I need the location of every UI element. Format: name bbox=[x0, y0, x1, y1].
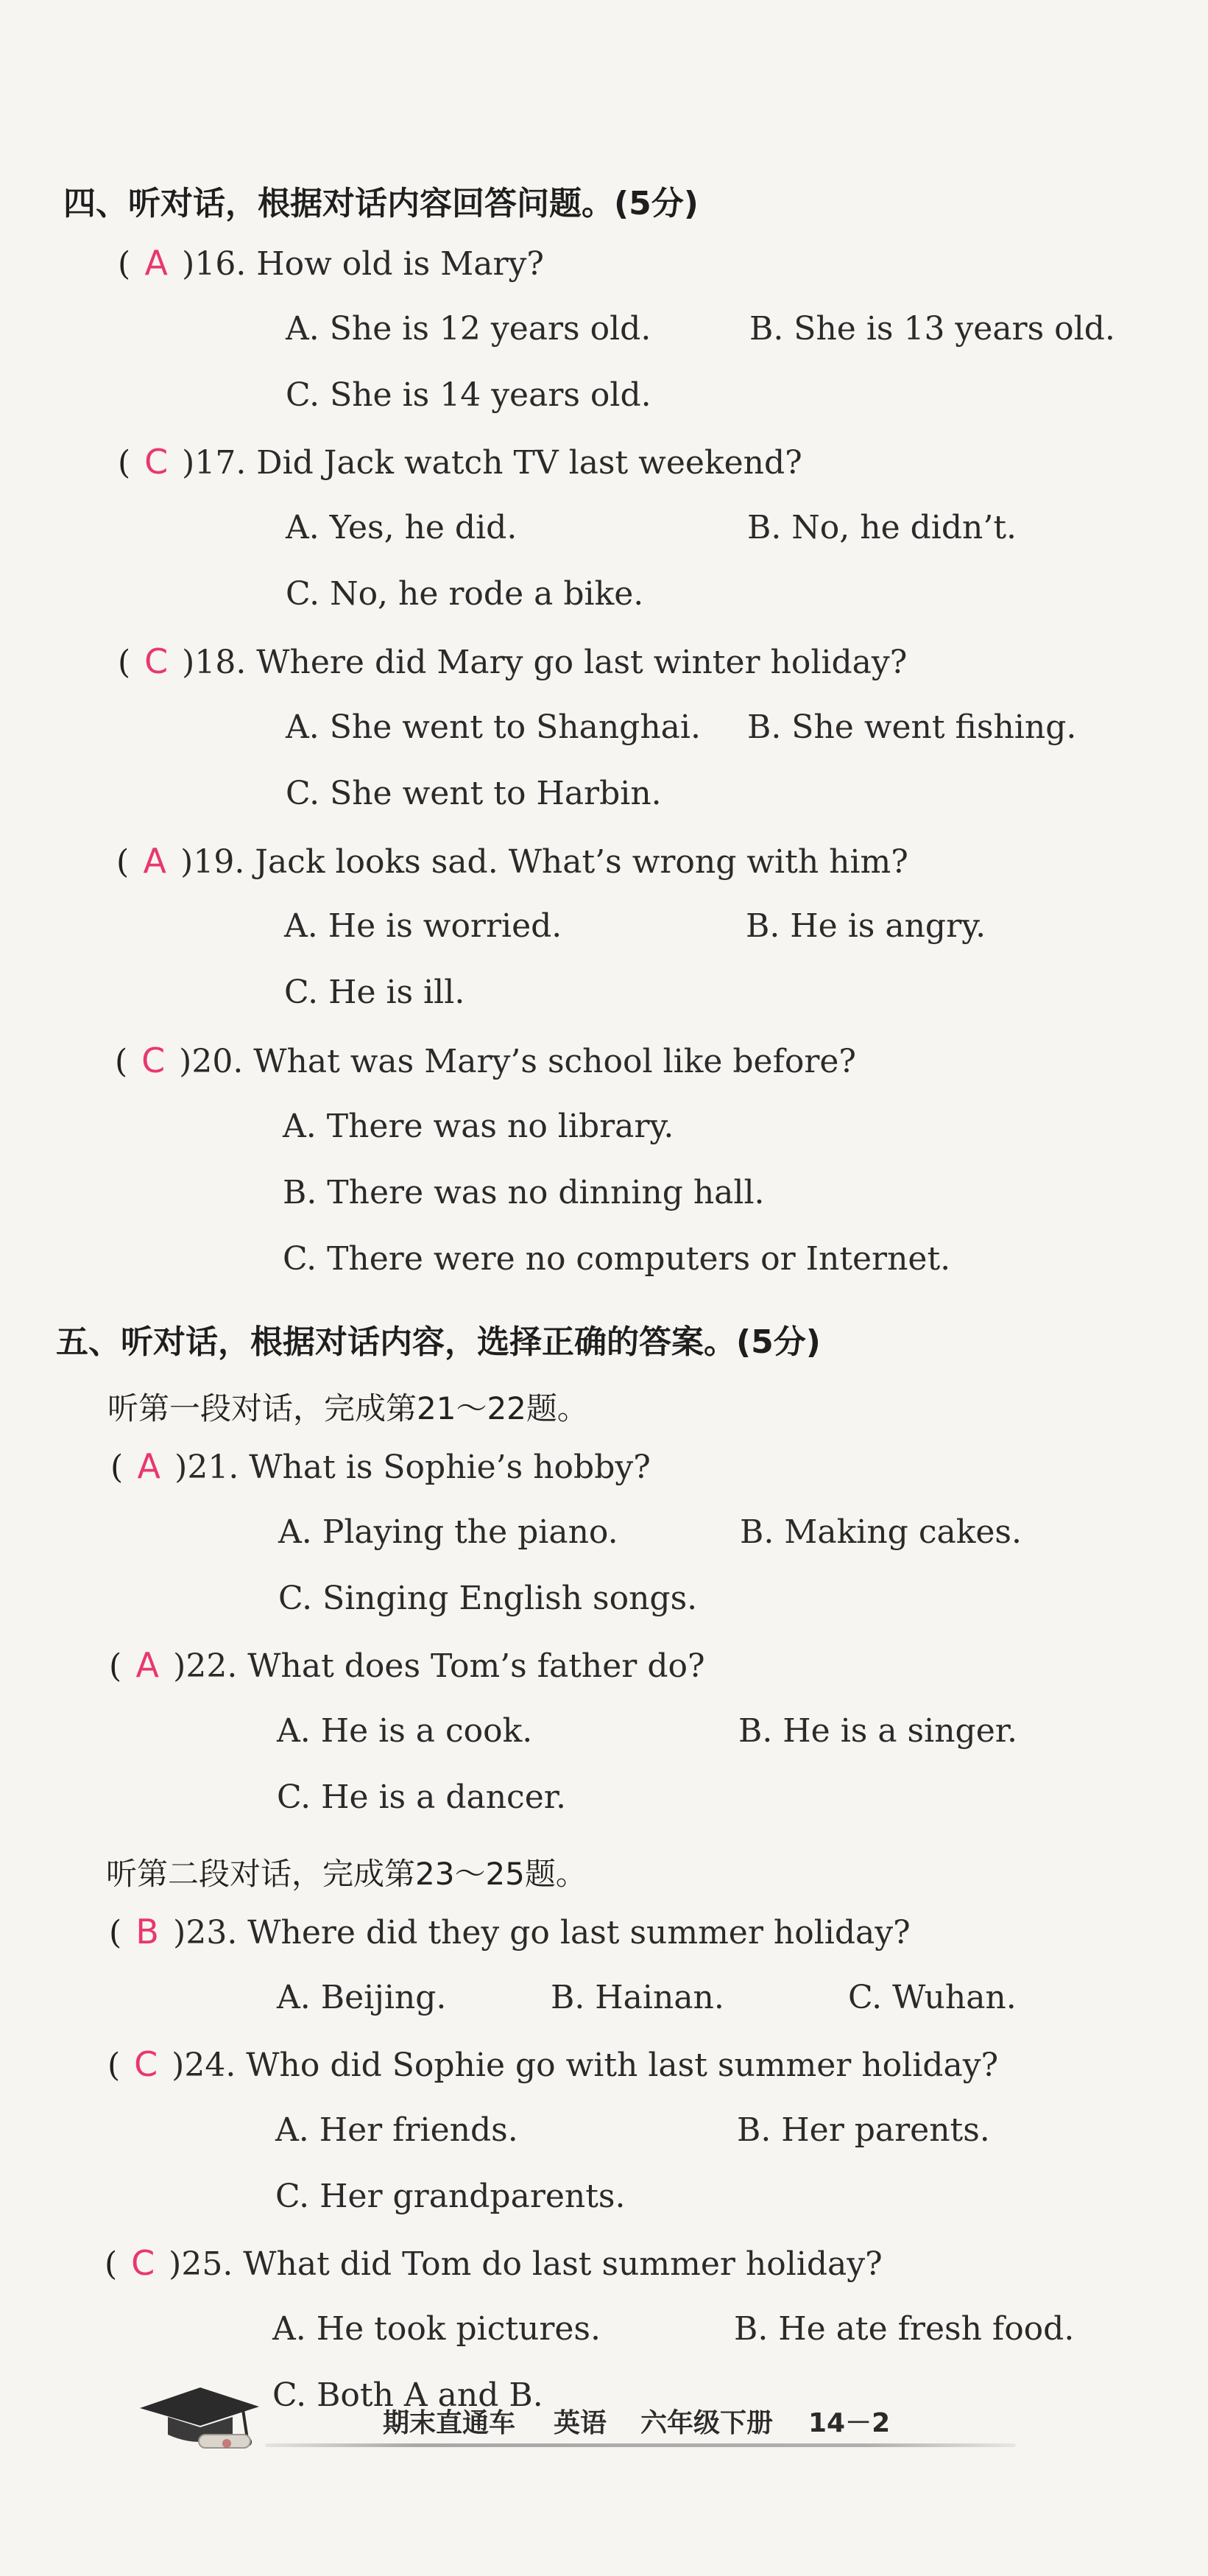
option-23-b: B. Hainan. bbox=[551, 1979, 724, 2016]
part-1-instruction: 听第一段对话，完成第21～22题。 bbox=[107, 1390, 588, 1426]
answer-16: A bbox=[144, 243, 168, 283]
footer-page-number: 14－2 bbox=[808, 2408, 891, 2438]
option-24-c: C. Her grandparents. bbox=[275, 2178, 626, 2215]
option-20-a: A. There was no library. bbox=[283, 1108, 674, 1145]
question-18-stem: )18. Where did Mary go last winter holiday? bbox=[182, 644, 908, 681]
question-25-stem: )25. What did Tom do last summer holiday? bbox=[169, 2245, 883, 2283]
option-22-b: B. He is a singer. bbox=[738, 1712, 1017, 1750]
option-21-b: B. Making cakes. bbox=[740, 1513, 1022, 1551]
option-21-a: A. Playing the piano. bbox=[278, 1513, 618, 1551]
option-18-b: B. She went fishing. bbox=[747, 708, 1077, 746]
footer-subject: 英语 bbox=[554, 2408, 607, 2438]
option-23-c: C. Wuhan. bbox=[848, 1979, 1017, 2016]
option-19-a: A. He is worried. bbox=[284, 907, 562, 945]
option-20-c: C. There were no computers or Internet. bbox=[283, 1240, 951, 1278]
question-20-stem: )20. What was Mary’s school like before? bbox=[179, 1043, 857, 1080]
question-18: ( C )18. Where did Mary go last winter holiday? bbox=[118, 639, 907, 685]
footer-divider bbox=[265, 2443, 1016, 2447]
section-4-title: 四、听对话，根据对话内容回答问题。(5分) bbox=[63, 185, 699, 222]
page-footer bbox=[0, 2371, 1208, 2460]
option-17-c: C. No, he rode a bike. bbox=[286, 575, 644, 613]
question-25: ( C )25. What did Tom do last summer holiday? bbox=[105, 2241, 883, 2287]
option-17-a: A. Yes, he did. bbox=[286, 509, 518, 546]
answer-19: A bbox=[143, 841, 166, 881]
question-17: ( C )17. Did Jack watch TV last weekend? bbox=[118, 440, 802, 485]
option-23-a: A. Beijing. bbox=[277, 1979, 447, 2016]
option-25-a: A. He took pictures. bbox=[272, 2310, 601, 2348]
footer-grade: 六年级下册 bbox=[640, 2408, 774, 2438]
option-25-c: C. Both A and B. bbox=[272, 2376, 543, 2414]
option-25-b: B. He ate fresh food. bbox=[734, 2310, 1075, 2348]
question-24-stem: )24. Who did Sophie go with last summer holiday? bbox=[172, 2047, 999, 2084]
option-16-b: B. She is 13 years old. bbox=[749, 310, 1115, 348]
question-19: ( A )19. Jack looks sad. What’s wrong with him? bbox=[116, 839, 908, 884]
option-17-b: B. No, he didn’t. bbox=[747, 509, 1017, 546]
question-22: ( A )22. What does Tom’s father do? bbox=[109, 1643, 705, 1689]
footer-book-title: 期末直通车 bbox=[383, 2408, 516, 2438]
option-24-a: A. Her friends. bbox=[275, 2111, 518, 2149]
option-19-b: B. He is angry. bbox=[746, 907, 986, 945]
option-20-b: B. There was no dinning hall. bbox=[283, 1174, 765, 1211]
graduation-cap-icon bbox=[133, 2377, 265, 2458]
question-24: ( C )24. Who did Sophie go with last summer holiday? bbox=[107, 2042, 998, 2088]
option-18-c: C. She went to Harbin. bbox=[286, 775, 662, 812]
option-22-c: C. He is a dancer. bbox=[277, 1778, 566, 1816]
question-21: ( A )21. What is Sophie’s hobby? bbox=[110, 1444, 651, 1490]
question-16: ( A )16. How old is Mary? bbox=[118, 241, 544, 286]
answer-23: B bbox=[135, 1912, 159, 1952]
question-21-stem: )21. What is Sophie’s hobby? bbox=[174, 1449, 651, 1486]
answer-17: C bbox=[144, 442, 169, 482]
question-22-stem: )22. What does Tom’s father do? bbox=[173, 1647, 705, 1685]
option-16-c: C. She is 14 years old. bbox=[286, 376, 651, 414]
question-20: ( C )20. What was Mary’s school like before? bbox=[115, 1038, 856, 1084]
question-17-stem: )17. Did Jack watch TV last weekend? bbox=[182, 444, 802, 482]
answer-21: A bbox=[137, 1446, 160, 1486]
option-19-c: C. He is ill. bbox=[284, 974, 465, 1011]
question-23-stem: )23. Where did they go last summer holiday? bbox=[173, 1914, 911, 1952]
answer-25: C bbox=[131, 2243, 155, 2283]
answer-20: C bbox=[141, 1041, 166, 1080]
answer-22: A bbox=[135, 1645, 159, 1685]
answer-24: C bbox=[134, 2044, 158, 2084]
option-18-a: A. She went to Shanghai. bbox=[286, 708, 701, 746]
question-23: ( B )23. Where did they go last summer holiday? bbox=[109, 1910, 911, 1955]
question-19-stem: )19. Jack looks sad. What’s wrong with him? bbox=[180, 843, 908, 881]
option-16-a: A. She is 12 years old. bbox=[286, 310, 651, 348]
part-2-instruction: 听第二段对话，完成第23～25题。 bbox=[106, 1856, 587, 1892]
section-5-title: 五、听对话，根据对话内容，选择正确的答案。(5分) bbox=[56, 1323, 821, 1361]
answer-18: C bbox=[144, 641, 169, 681]
option-21-c: C. Singing English songs. bbox=[278, 1580, 698, 1617]
option-24-b: B. Her parents. bbox=[737, 2111, 990, 2149]
question-16-stem: )16. How old is Mary? bbox=[182, 245, 544, 283]
option-22-a: A. He is a cook. bbox=[277, 1712, 533, 1750]
